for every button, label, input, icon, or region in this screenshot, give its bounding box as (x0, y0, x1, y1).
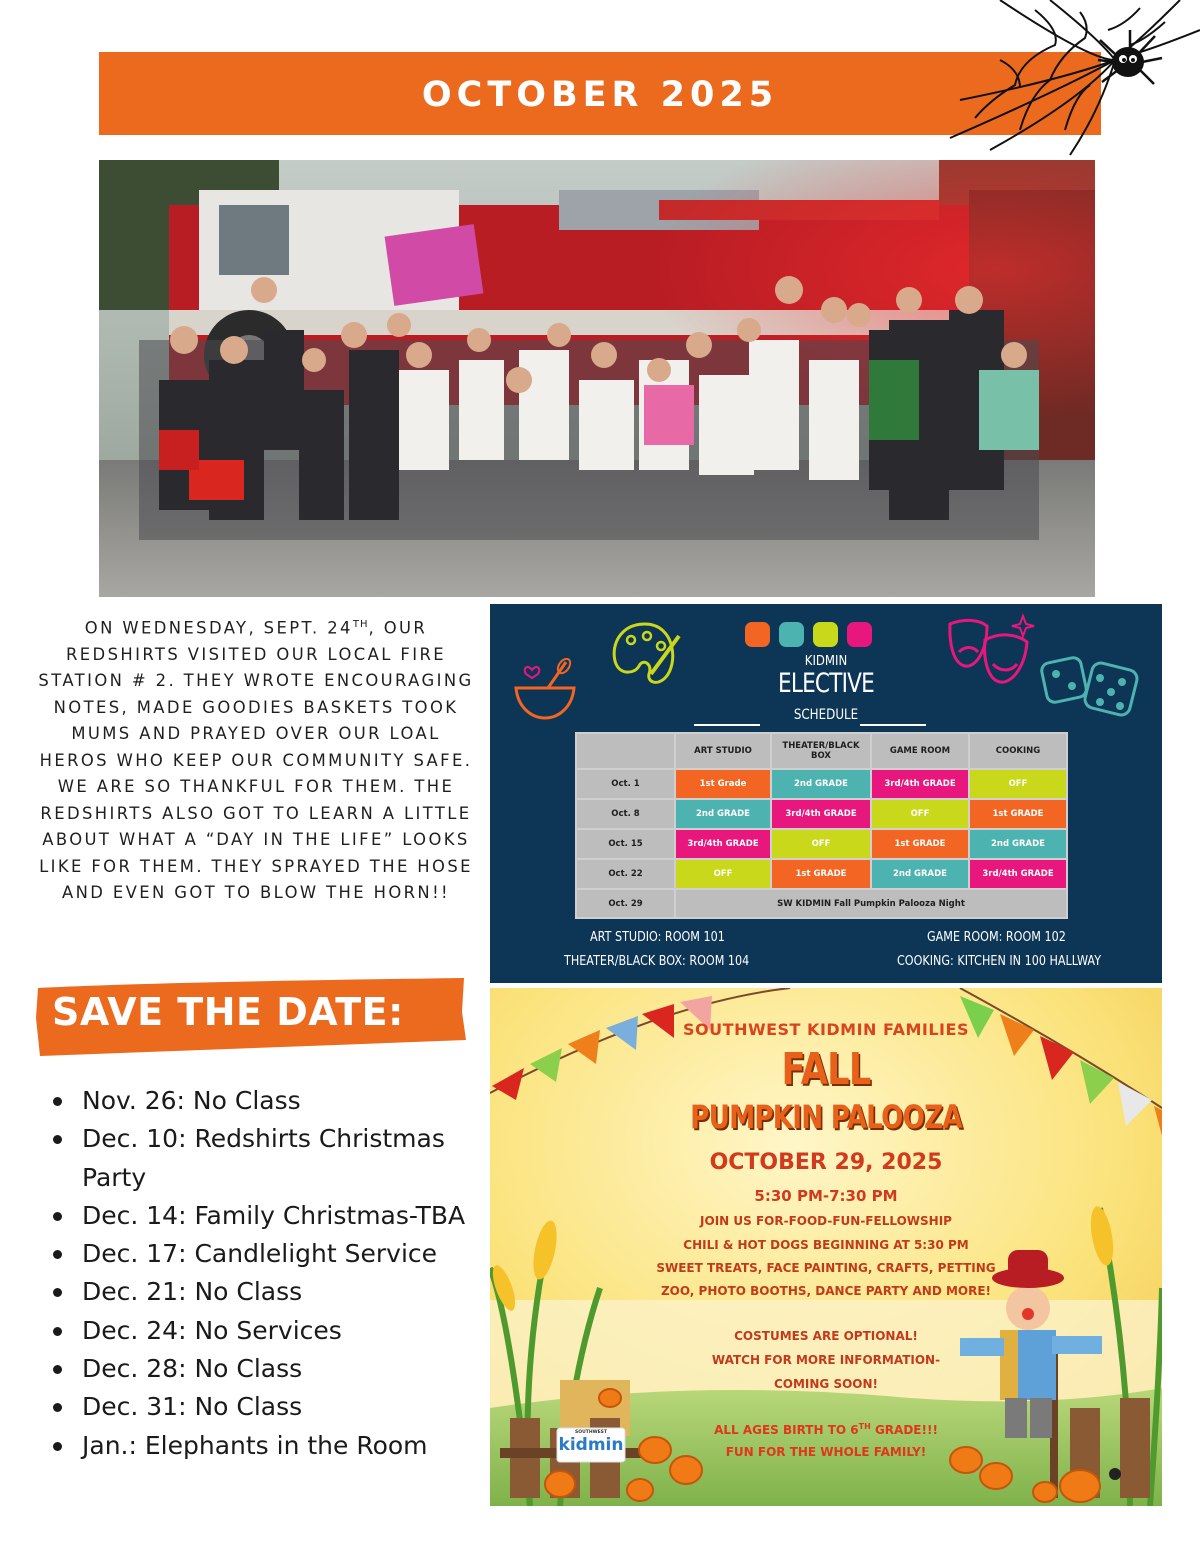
column-header: COOKING (970, 734, 1066, 768)
swatch-orange (745, 622, 770, 647)
table-row (577, 770, 1066, 798)
swatch-lime (813, 622, 838, 647)
save-the-date-list (50, 1082, 480, 1465)
flyer-date: OCTOBER 29, 2025 (709, 1150, 943, 1175)
row-date: Oct. 1 (577, 770, 674, 798)
table-cell: 2nd GRADE (676, 800, 770, 828)
flyer-title-palooza: PUMPKIN PALOOZA (690, 1098, 962, 1136)
row-date: Oct. 22 (577, 860, 674, 888)
schedule-title-small: KIDMIN (804, 654, 848, 669)
story-text-start: ON WEDNESDAY, SEPT. 24 (84, 618, 353, 638)
list-item: Jan.: Elephants in the Room (50, 1427, 480, 1465)
room-art: ART STUDIO: ROOM 101 (590, 930, 725, 945)
flyer-time: 5:30 PM-7:30 PM (754, 1187, 898, 1205)
table-row (577, 890, 1066, 917)
page-title: OCTOBER 2025 (421, 75, 779, 115)
flyer-ages-text: ALL AGES BIRTH TO 6 (714, 1423, 859, 1437)
list-item: Dec. 17: Candlelight Service (50, 1235, 480, 1273)
list-item: Dec. 14: Family Christmas-TBA (50, 1197, 480, 1235)
room-theater: THEATER/BLACK BOX: ROOM 104 (564, 954, 750, 969)
table-cell: 1st Grade (676, 770, 770, 798)
pumpkin-palooza-flyer (490, 988, 1162, 1506)
table-cell: 1st GRADE (872, 830, 968, 858)
row-date: Oct. 15 (577, 830, 674, 858)
list-item: Dec. 10: Redshirts Christmas Party (50, 1120, 480, 1197)
room-game: GAME ROOM: ROOM 102 (927, 930, 1066, 945)
table-cell-event: SW KIDMIN Fall Pumpkin Palooza Night (676, 890, 1066, 917)
table-cell: 2nd GRADE (970, 830, 1066, 858)
table-cell: 3rd/4th GRADE (676, 830, 770, 858)
spider-web-icon (940, 0, 1200, 160)
save-the-date-title: SAVE THE DATE: (52, 990, 404, 1034)
table-cell: 2nd GRADE (872, 860, 968, 888)
flyer-line: JOIN US FOR-FOOD-FUN-FELLOWSHIP (700, 1214, 952, 1228)
table-cell: 1st GRADE (970, 800, 1066, 828)
list-item: Dec. 24: No Services (50, 1312, 480, 1350)
row-date: Oct. 8 (577, 800, 674, 828)
list-item: Dec. 31: No Class (50, 1388, 480, 1426)
list-item: Dec. 21: No Class (50, 1273, 480, 1311)
flyer-line: WATCH FOR MORE INFORMATION- (711, 1353, 941, 1367)
table-row (577, 800, 1066, 828)
flyer-ages-sup: TH (858, 1422, 871, 1431)
flyer-org: SOUTHWEST KIDMIN FAMILIES (683, 1020, 969, 1039)
table-cell: OFF (872, 800, 968, 828)
story-text-comma: , OUR (368, 618, 428, 638)
table-cell: OFF (772, 830, 870, 858)
table-cell: 3rd/4th GRADE (772, 800, 870, 828)
flyer-line: CHILI & HOT DOGS BEGINNING AT 5:30 PM (683, 1238, 969, 1252)
table-header-row (577, 734, 1066, 768)
flyer-title-fall: FALL (781, 1044, 871, 1095)
schedule-title-big: ELECTIVE (778, 668, 874, 699)
elective-schedule-table (575, 732, 1068, 919)
column-header: GAME ROOM (872, 734, 968, 768)
flyer-ages-end: GRADE!!! (870, 1423, 938, 1437)
row-date: Oct. 29 (577, 890, 674, 917)
fire-station-group-photo (99, 160, 1095, 597)
schedule-rule-right (860, 724, 926, 726)
table-cell: 3rd/4th GRADE (872, 770, 968, 798)
table-row (577, 860, 1066, 888)
table-corner (577, 734, 674, 768)
list-item: Dec. 28: No Class (50, 1350, 480, 1388)
schedule-rule-left (694, 724, 760, 726)
elective-schedule-card (490, 604, 1162, 983)
swatch-pink (847, 622, 872, 647)
table-row (577, 830, 1066, 858)
column-header: ART STUDIO (676, 734, 770, 768)
kidmin-logo-small: SOUTHWEST (575, 1430, 607, 1435)
flyer-line: COSTUMES ARE OPTIONAL! (734, 1329, 918, 1343)
table-cell: OFF (970, 770, 1066, 798)
flyer-line: FUN FOR THE WHOLE FAMILY! (725, 1445, 927, 1459)
table-cell: 3rd/4th GRADE (970, 860, 1066, 888)
story-text-body: REDSHIRTS VISITED OUR LOCAL FIRE STATION # 2. THEY WROTE ENCOURAGING NOTES, MADE GOODIES BASKETS TOOK MUMS AND PRAYED OVER OUR LOAL HEROS WHO KEEP OUR COMMUNITY SAFE. WE ARE SO THANKFUL FOR THEM. THE REDSHIRTS ALSO GOT TO LEARN A LITTLE ABOUT WHAT A “DAY IN THE LIFE” LOOKS LIKE FOR THEM. THEY SPRAYED THE HOSE AND EVEN GOT TO BLOW THE HORN!! (38, 644, 474, 903)
room-cooking: COOKING: KITCHEN IN 100 HALLWAY (897, 954, 1102, 969)
flyer-line: SWEET TREATS, FACE PAINTING, CRAFTS, PETTING (656, 1261, 996, 1275)
table-cell: OFF (676, 860, 770, 888)
fire-station-story (36, 612, 476, 907)
flyer-line: COMING SOON! (773, 1377, 879, 1391)
table-cell: 1st GRADE (772, 860, 870, 888)
story-superscript: TH (352, 619, 369, 630)
kidmin-logo: kidmin (558, 1435, 624, 1455)
flyer-line: ZOO, PHOTO BOOTHS, DANCE PARTY AND MORE! (660, 1284, 992, 1298)
swatch-teal (779, 622, 804, 647)
table-cell: 2nd GRADE (772, 770, 870, 798)
list-item: Nov. 26: No Class (50, 1082, 480, 1120)
schedule-title-sub: SCHEDULE (793, 707, 859, 723)
column-header: THEATER/BLACK BOX (772, 734, 870, 768)
